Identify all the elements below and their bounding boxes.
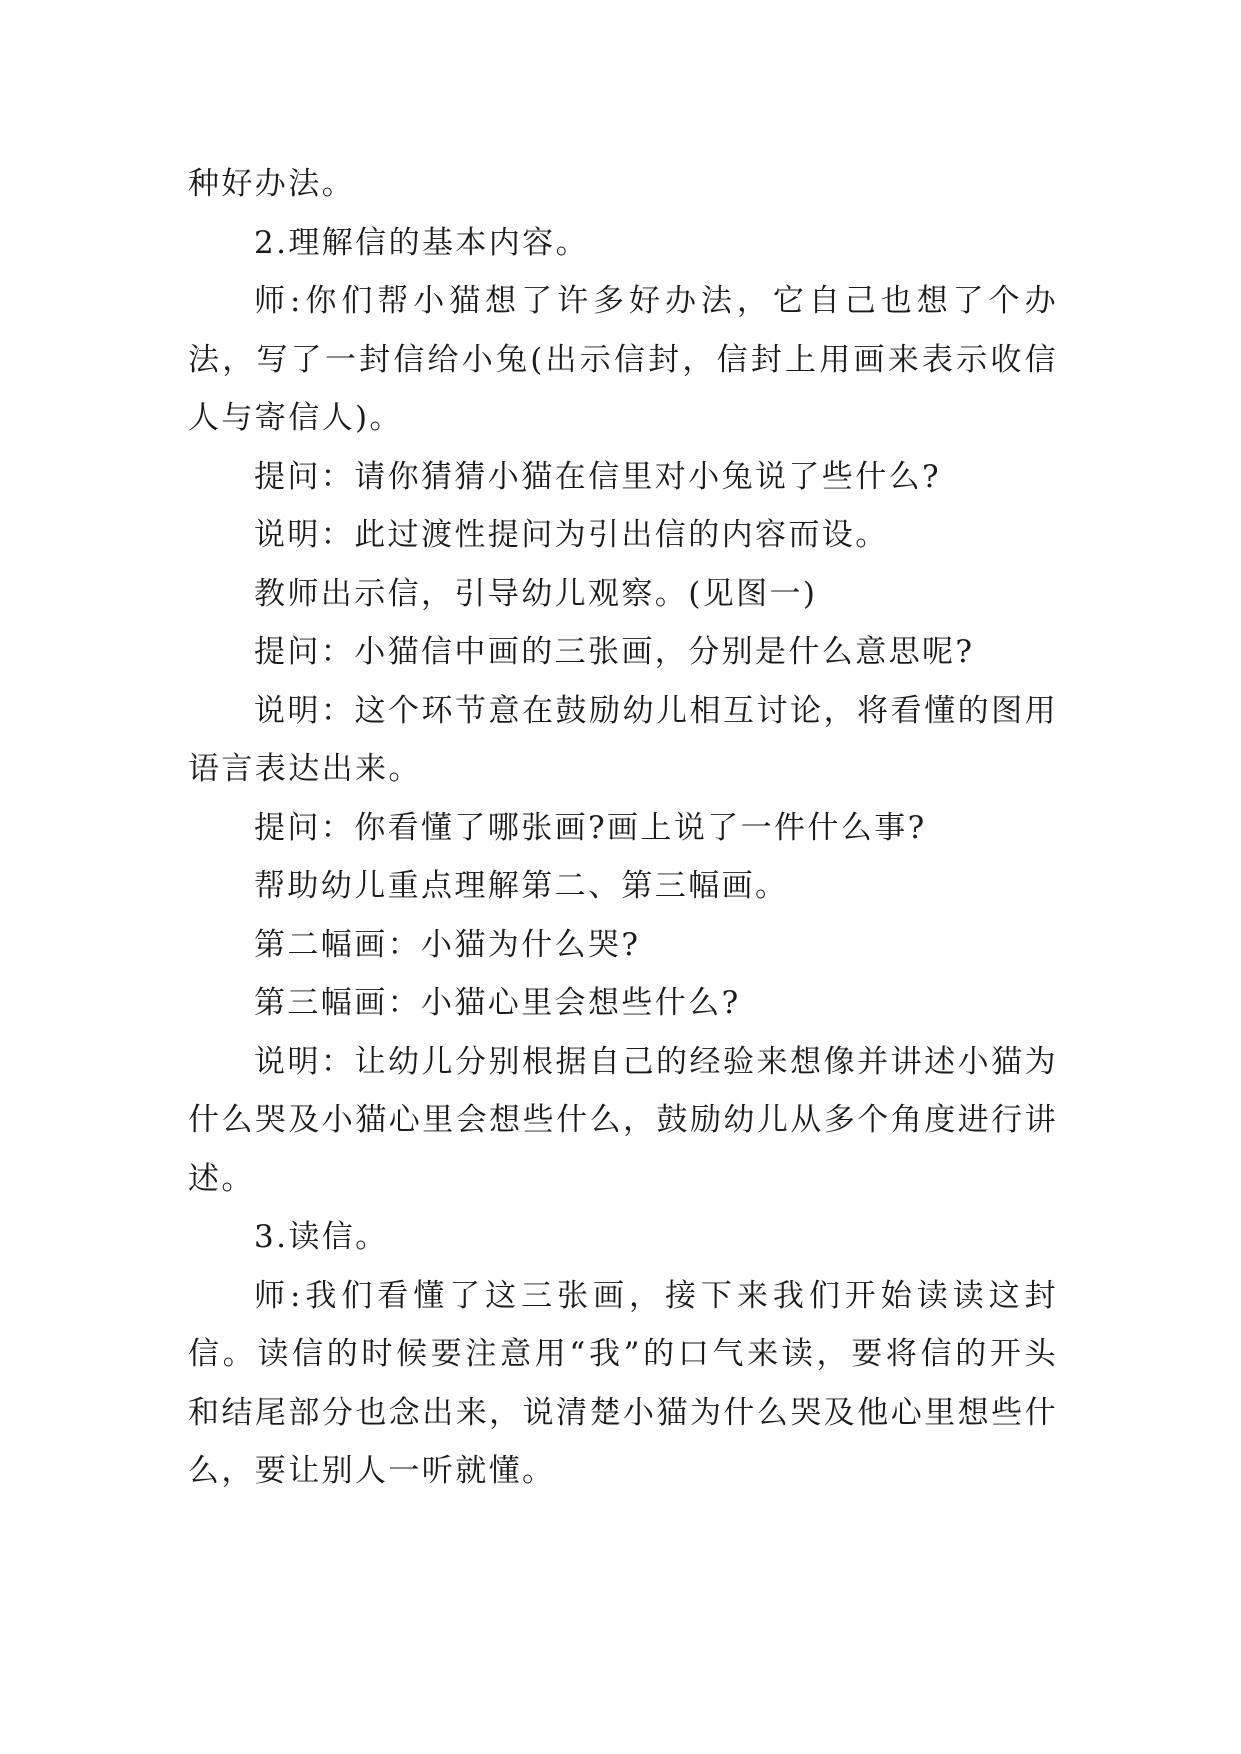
paragraph-note-1: 说明：此过渡性提问为引出信的内容而设。 (254, 517, 889, 553)
paragraph-note-3: 说明：让幼儿分别根据自己的经验来想像并讲述小猫为什么哭及小猫心里会想些什么，鼓励幼儿从多个角度进行讲述。 (188, 1043, 1058, 1197)
section-heading-2: 2.理解信的基本内容。 (254, 224, 589, 261)
paragraph-question-2: 提问：小猫信中画的三张画，分别是什么意思呢? (254, 634, 975, 670)
paragraph-help: 帮助幼儿重点理解第二、第三幅画。 (254, 868, 789, 904)
paragraph-question-1: 提问：请你猜猜小猫在信里对小兔说了些什么? (254, 458, 942, 495)
paragraph-show-letter: 教师出示信，引导幼儿观察。(见图一) (254, 575, 818, 612)
paragraph-note-2: 说明：这个环节意在鼓励幼儿相互讨论，将看懂的图用语言表达出来。 (188, 692, 1058, 787)
paragraph-continuation: 种好办法。 (188, 166, 355, 202)
section-heading-3: 3.读信。 (254, 1219, 389, 1255)
paragraph-picture-2: 第二幅画：小猫为什么哭? (254, 926, 641, 963)
paragraph-question-3: 提问：你看懂了哪张画?画上说了一件什么事? (254, 809, 927, 846)
paragraph-teacher-intro: 师:你们帮小猫想了许多好办法，它自己也想了个办法，写了一封信给小兔(出示信封，信封上用画来表示收信人与寄信人)。 (188, 283, 1058, 436)
document-body (188, 155, 1058, 1501)
paragraph-picture-3: 第三幅画：小猫心里会想些什么? (254, 985, 741, 1021)
paragraph-read-letter: 师:我们看懂了这三张画，接下来我们开始读读这封信。读信的时候要注意用“我”的口气来读，要将信的开头和结尾部分也念出来，说清楚小猫为什么哭及他心里想些什么，要让别人一听就懂。 (188, 1277, 1058, 1489)
